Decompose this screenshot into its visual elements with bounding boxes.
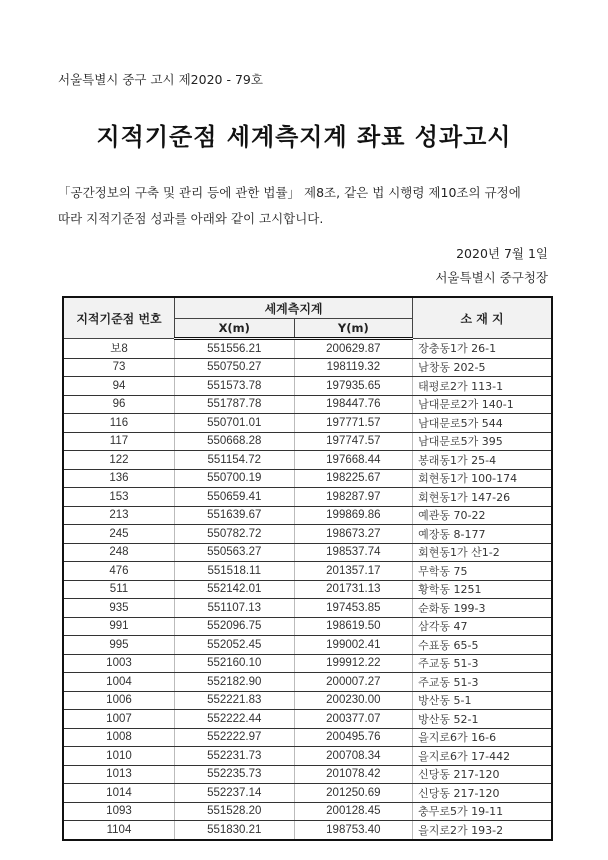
table-row (63, 488, 552, 507)
location-cell: 방산동 5-1 (413, 691, 552, 710)
x-coordinate-cell: 551556.21 (174, 339, 294, 359)
table-row (63, 802, 552, 821)
x-coordinate-cell: 550782.72 (174, 525, 294, 544)
x-coordinate-cell: 552160.10 (174, 654, 294, 673)
point-number-cell: 94 (63, 377, 174, 396)
point-number-cell: 995 (63, 636, 174, 655)
y-coordinate-cell: 200128.45 (294, 802, 413, 821)
point-number-cell: 476 (63, 562, 174, 581)
point-number-cell: 1104 (63, 821, 174, 840)
x-coordinate-cell: 552096.75 (174, 617, 294, 636)
table-row (63, 395, 552, 414)
table-row (63, 377, 552, 396)
x-coordinate-cell: 551528.20 (174, 802, 294, 821)
y-coordinate-cell: 199869.86 (294, 506, 413, 525)
y-coordinate-cell: 201250.69 (294, 784, 413, 803)
table-row (63, 562, 552, 581)
y-coordinate-cell: 200230.00 (294, 691, 413, 710)
table-row (63, 543, 552, 562)
point-number-cell: 116 (63, 414, 174, 433)
x-coordinate-cell: 551154.72 (174, 451, 294, 470)
table-row (63, 414, 552, 433)
location-cell: 남창동 202-5 (413, 358, 552, 377)
x-coordinate-cell: 552052.45 (174, 636, 294, 655)
point-number-cell: 96 (63, 395, 174, 414)
location-cell: 황학동 1251 (413, 580, 552, 599)
point-number-cell: 1008 (63, 728, 174, 747)
point-number-cell: 보8 (63, 339, 174, 359)
x-coordinate-cell: 550701.01 (174, 414, 294, 433)
notice-body-line-1: 「공간정보의 구축 및 관리 등에 관한 법률」 제8조, 같은 법 시행령 제10조의 규정에 (58, 185, 521, 200)
x-coordinate-cell: 552182.90 (174, 673, 294, 692)
notice-issuer: 서울특별시 중구청장 (435, 270, 548, 285)
y-coordinate-cell: 197935.65 (294, 377, 413, 396)
x-coordinate-cell: 552237.14 (174, 784, 294, 803)
table-body (63, 339, 552, 840)
location-cell: 주교동 51-3 (413, 673, 552, 692)
y-coordinate-cell: 200377.07 (294, 710, 413, 729)
table-row (63, 469, 552, 488)
header-y: Y(m) (294, 319, 413, 339)
point-number-cell: 1006 (63, 691, 174, 710)
header-x: X(m) (174, 319, 294, 339)
location-cell: 을지로6가 16-6 (413, 728, 552, 747)
y-coordinate-cell: 197668.44 (294, 451, 413, 470)
point-number-cell: 153 (63, 488, 174, 507)
location-cell: 신당동 217-120 (413, 784, 552, 803)
y-coordinate-cell: 200629.87 (294, 339, 413, 359)
location-cell: 남대문로5가 395 (413, 432, 552, 451)
table-row (63, 358, 552, 377)
document-title: 지적기준점 세계측지계 좌표 성과고시 (96, 123, 512, 151)
y-coordinate-cell: 198537.74 (294, 543, 413, 562)
y-coordinate-cell: 198225.67 (294, 469, 413, 488)
location-cell: 삼각동 47 (413, 617, 552, 636)
y-coordinate-cell: 200708.34 (294, 747, 413, 766)
x-coordinate-cell: 551518.11 (174, 562, 294, 581)
y-coordinate-cell: 200495.76 (294, 728, 413, 747)
point-number-cell: 991 (63, 617, 174, 636)
location-cell: 충무로5가 19-11 (413, 802, 552, 821)
x-coordinate-cell: 550563.27 (174, 543, 294, 562)
point-number-cell: 213 (63, 506, 174, 525)
table-row (63, 691, 552, 710)
notice-date: 2020년 7월 1일 (456, 246, 548, 261)
point-number-cell: 1004 (63, 673, 174, 692)
location-cell: 주교동 51-3 (413, 654, 552, 673)
location-cell: 회현동1가 100-174 (413, 469, 552, 488)
table-header-row (63, 297, 552, 319)
header-point-number: 지적기준점 번호 (63, 297, 174, 339)
x-coordinate-cell: 552222.44 (174, 710, 294, 729)
location-cell: 방산동 52-1 (413, 710, 552, 729)
point-number-cell: 245 (63, 525, 174, 544)
location-cell: 무학동 75 (413, 562, 552, 581)
coordinates-table (62, 296, 553, 841)
header-world-geodetic-system: 세계측지계 (174, 297, 412, 319)
table-row (63, 432, 552, 451)
location-cell: 예장동 8-177 (413, 525, 552, 544)
x-coordinate-cell: 552231.73 (174, 747, 294, 766)
table-row (63, 821, 552, 840)
table-row (63, 636, 552, 655)
table-row (63, 451, 552, 470)
table-row (63, 339, 552, 359)
location-cell: 수표동 65-5 (413, 636, 552, 655)
point-number-cell: 122 (63, 451, 174, 470)
notice-body (58, 180, 558, 232)
table-row (63, 617, 552, 636)
location-cell: 을지로6가 17-442 (413, 747, 552, 766)
y-coordinate-cell: 198753.40 (294, 821, 413, 840)
point-number-cell: 511 (63, 580, 174, 599)
y-coordinate-cell: 199002.41 (294, 636, 413, 655)
point-number-cell: 136 (63, 469, 174, 488)
x-coordinate-cell: 552222.97 (174, 728, 294, 747)
location-cell: 을지로2가 193-2 (413, 821, 552, 840)
x-coordinate-cell: 551787.78 (174, 395, 294, 414)
x-coordinate-cell: 550659.41 (174, 488, 294, 507)
location-cell: 봉래동1가 25-4 (413, 451, 552, 470)
y-coordinate-cell: 201731.13 (294, 580, 413, 599)
x-coordinate-cell: 550700.19 (174, 469, 294, 488)
y-coordinate-cell: 197747.57 (294, 432, 413, 451)
table-row (63, 728, 552, 747)
y-coordinate-cell: 198119.32 (294, 358, 413, 377)
table-row (63, 654, 552, 673)
x-coordinate-cell: 550750.27 (174, 358, 294, 377)
point-number-cell: 1093 (63, 802, 174, 821)
location-cell: 태평로2가 113-1 (413, 377, 552, 396)
x-coordinate-cell: 551639.67 (174, 506, 294, 525)
header-location: 소 재 지 (413, 297, 552, 339)
y-coordinate-cell: 200007.27 (294, 673, 413, 692)
table-row (63, 673, 552, 692)
y-coordinate-cell: 198447.76 (294, 395, 413, 414)
location-cell: 신당동 217-120 (413, 765, 552, 784)
location-cell: 순화동 199-3 (413, 599, 552, 618)
x-coordinate-cell: 551573.78 (174, 377, 294, 396)
y-coordinate-cell: 197453.85 (294, 599, 413, 618)
location-cell: 남대문로2가 140-1 (413, 395, 552, 414)
x-coordinate-cell: 552142.01 (174, 580, 294, 599)
table-row (63, 599, 552, 618)
point-number-cell: 1014 (63, 784, 174, 803)
notice-number: 서울특별시 중구 고시 제2020 - 79호 (58, 72, 263, 87)
y-coordinate-cell: 201078.42 (294, 765, 413, 784)
point-number-cell: 935 (63, 599, 174, 618)
location-cell: 회현동1가 147-26 (413, 488, 552, 507)
y-coordinate-cell: 201357.17 (294, 562, 413, 581)
table-row (63, 525, 552, 544)
table-row (63, 506, 552, 525)
table-row (63, 784, 552, 803)
point-number-cell: 1010 (63, 747, 174, 766)
location-cell: 장충동1가 26-1 (413, 339, 552, 359)
point-number-cell: 1003 (63, 654, 174, 673)
table-row (63, 580, 552, 599)
table-row (63, 747, 552, 766)
point-number-cell: 1007 (63, 710, 174, 729)
x-coordinate-cell: 551830.21 (174, 821, 294, 840)
point-number-cell: 117 (63, 432, 174, 451)
table-row (63, 765, 552, 784)
point-number-cell: 73 (63, 358, 174, 377)
x-coordinate-cell: 550668.28 (174, 432, 294, 451)
y-coordinate-cell: 199912.22 (294, 654, 413, 673)
location-cell: 회현동1가 산1-2 (413, 543, 552, 562)
y-coordinate-cell: 198673.27 (294, 525, 413, 544)
y-coordinate-cell: 198287.97 (294, 488, 413, 507)
location-cell: 예관동 70-22 (413, 506, 552, 525)
location-cell: 남대문로5가 544 (413, 414, 552, 433)
y-coordinate-cell: 198619.50 (294, 617, 413, 636)
table-row (63, 710, 552, 729)
x-coordinate-cell: 552221.83 (174, 691, 294, 710)
point-number-cell: 248 (63, 543, 174, 562)
x-coordinate-cell: 551107.13 (174, 599, 294, 618)
y-coordinate-cell: 197771.57 (294, 414, 413, 433)
point-number-cell: 1013 (63, 765, 174, 784)
x-coordinate-cell: 552235.73 (174, 765, 294, 784)
notice-body-line-2: 따라 지적기준점 성과를 아래와 같이 고시합니다. (58, 211, 324, 226)
